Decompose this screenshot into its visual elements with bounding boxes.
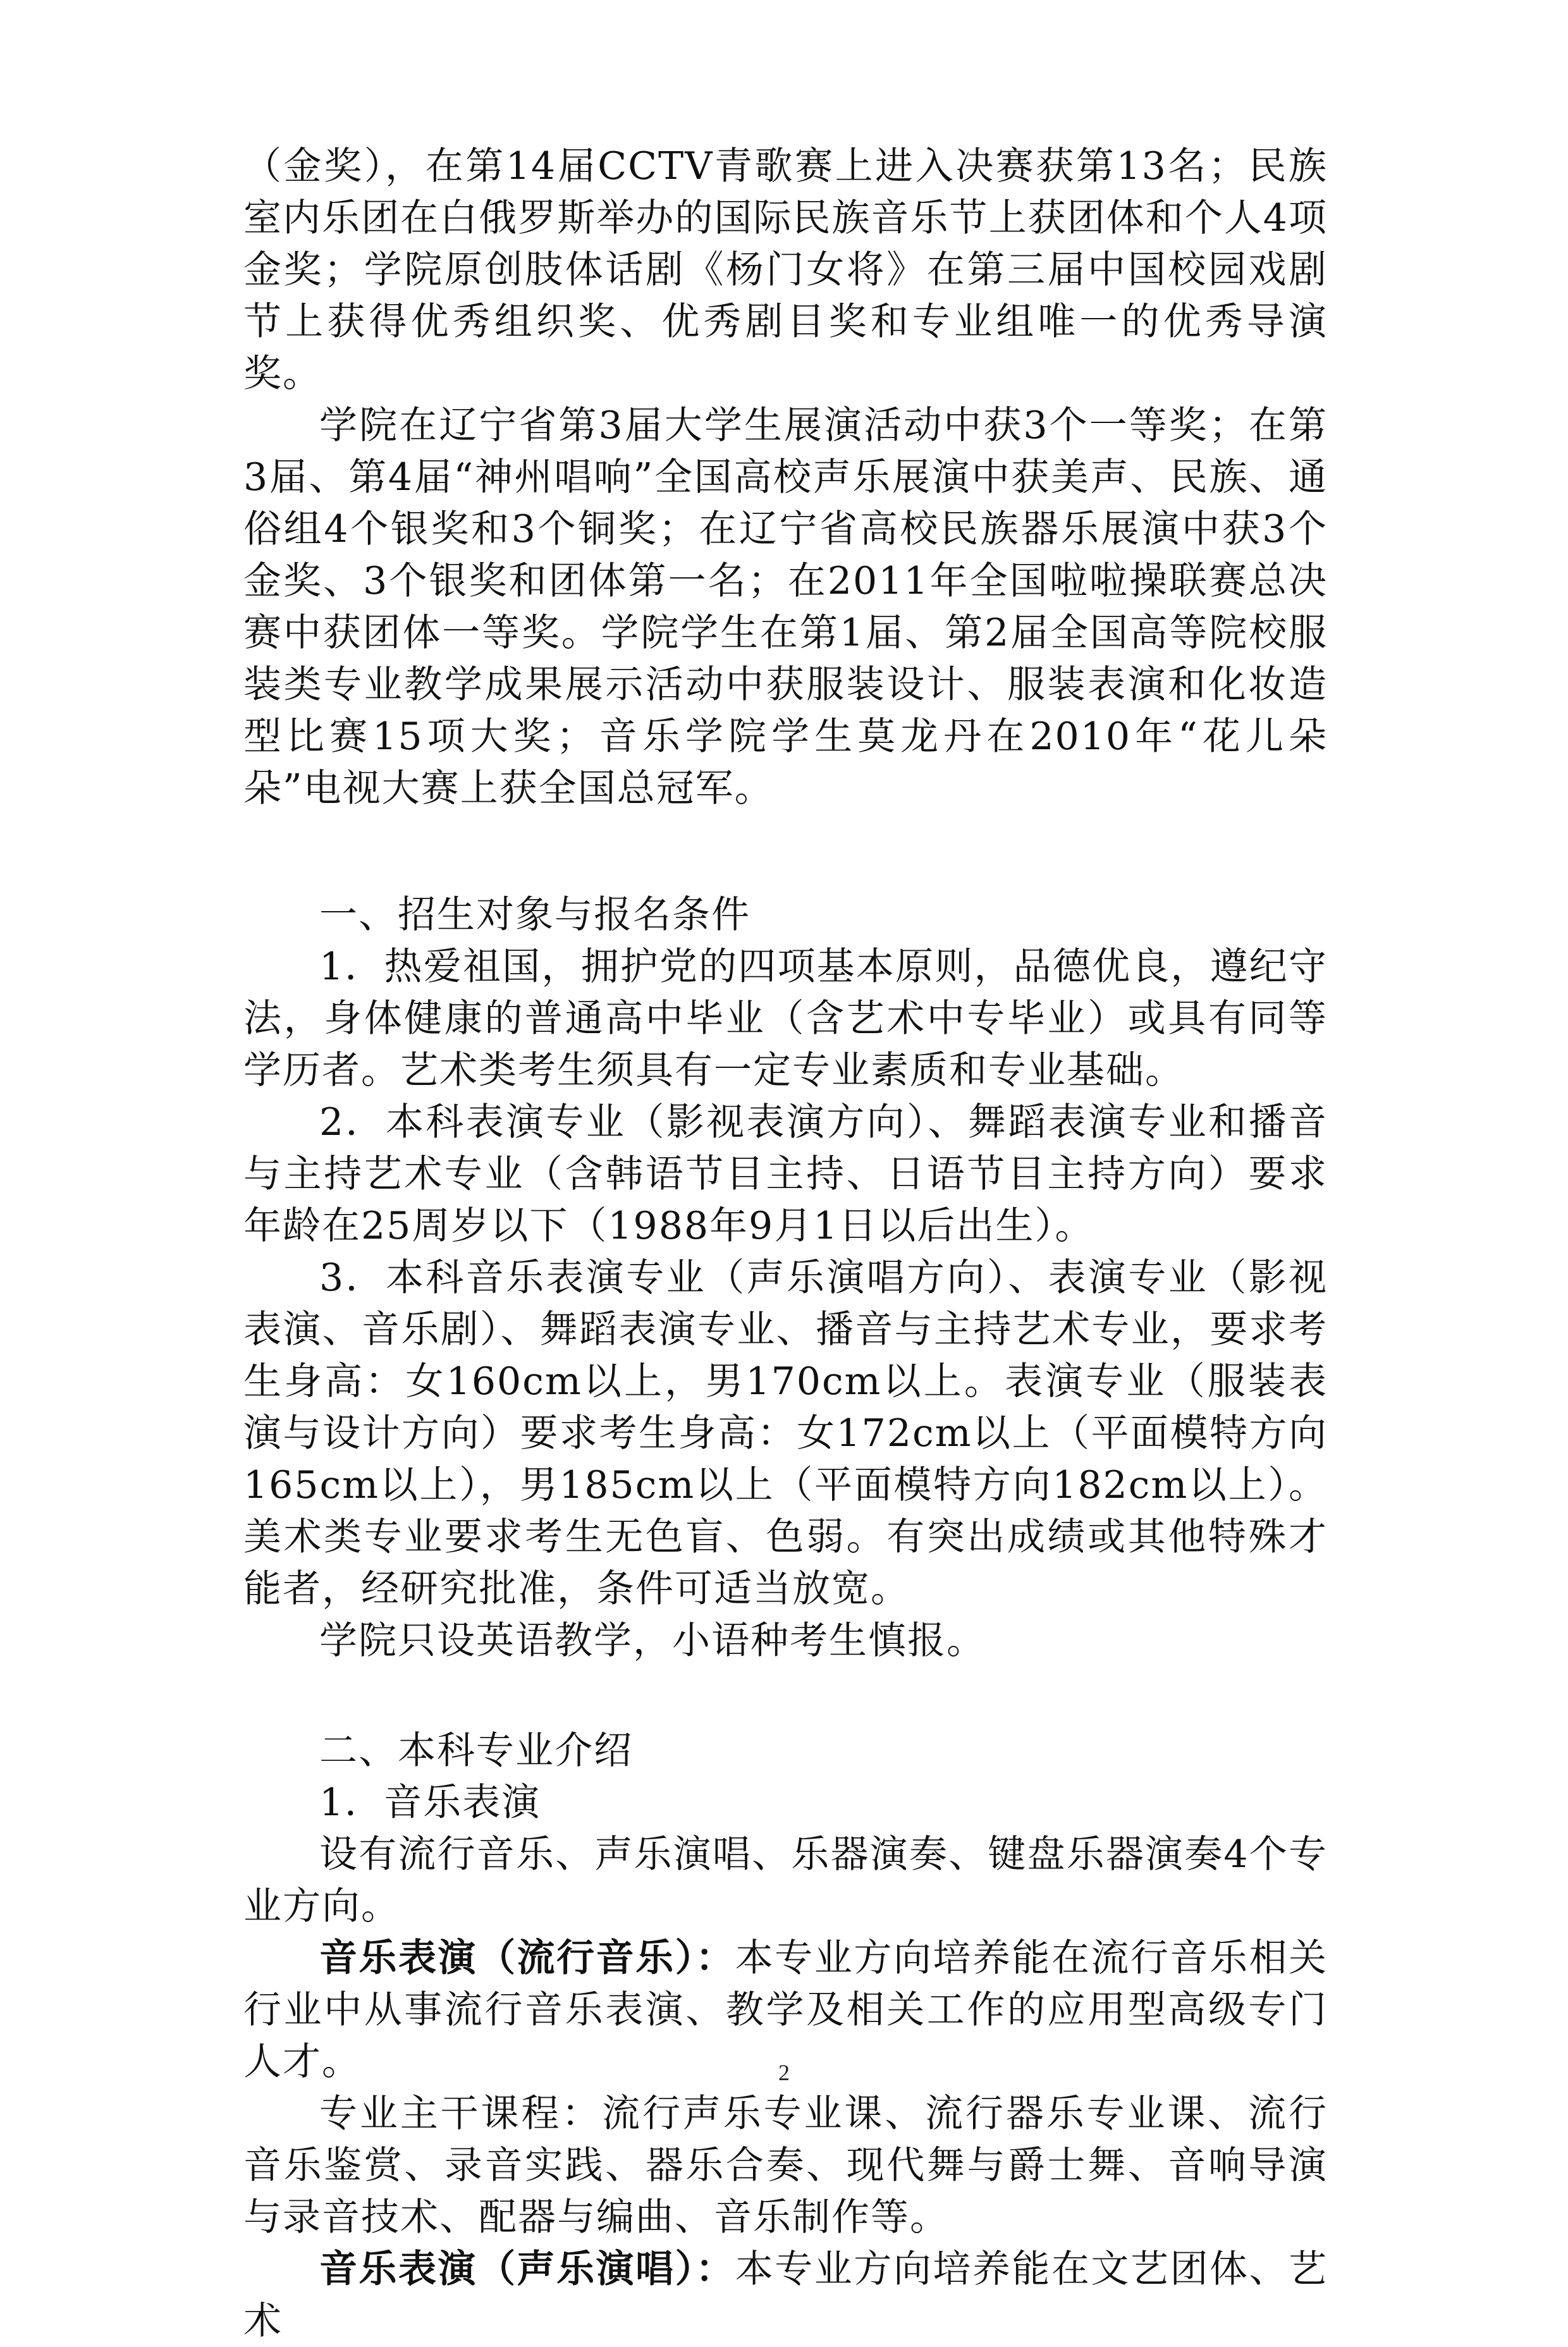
document-body	[243, 140, 1328, 2347]
paragraph-vocal	[243, 2243, 1328, 2347]
page-number: 2	[778, 2060, 790, 2085]
paragraph-music-directions: 设有流行音乐、声乐演唱、乐器演奏、键盘乐器演奏4个专业方向。	[243, 1832, 1328, 1928]
section-heading-majors: 二、本科专业介绍	[319, 1729, 633, 1773]
paragraph-awards: 学院在辽宁省第3届大学生展演活动中获3个一等奖；在第3届、第4届“神州唱响”全国高校声乐展演中获美声、民族、通俗组4个银奖和3个铜奖；在辽宁省高校民族器乐展演中获3个金奖、3个银奖和团体第一名；在2011年全国啦啦操联赛总决赛中获团体一等奖。学院学生在第1届、第2届全国高等院校服装类专业教学成果展示活动中获服装设计、服装表演和化妆造型比赛15项大奖；音乐学院学生莫龙丹在2010年“花儿朵朵”电视大赛上获全国总冠军。	[243, 403, 1328, 811]
vocal-body: 本专业方向培养能在文艺团体、艺术	[243, 2247, 1328, 2343]
paragraph-condition-2: 2．本科表演专业（影视表演方向）、舞蹈表演专业和播音与主持艺术专业（含韩语节目主持、日语节目主持方向）要求年龄在25周岁以下（1988年9月1日以后出生）。	[243, 1100, 1328, 1248]
pop-music-body: 本专业方向培养能在流行音乐相关行业中从事流行音乐表演、教学及相关工作的应用型高级专门人才。	[243, 1936, 1328, 2084]
subheading-music-performance: 1．音乐表演	[319, 1780, 541, 1825]
paragraph-pop-courses: 专业主干课程：流行声乐专业课、流行器乐专业课、流行音乐鉴赏、录音实践、器乐合奏、现代舞与爵士舞、音响导演与录音技术、配器与编曲、音乐制作等。	[243, 2092, 1328, 2240]
pop-music-lead: 音乐表演（流行音乐）：	[319, 1936, 735, 1980]
paragraph-intro-continued: （金奖），在第14届CCTV青歌赛上进入决赛获第13名；民族室内乐团在白俄罗斯举办的国际民族音乐节上获团体和个人4项金奖；学院原创肢体话剧《杨门女将》在第三届中国校园戏剧节上获得优秀组织奖、优秀剧目奖和专业组唯一的优秀导演奖。	[243, 144, 1328, 396]
paragraph-condition-3: 3．本科音乐表演专业（声乐演唱方向）、表演专业（影视表演、音乐剧）、舞蹈表演专业、播音与主持艺术专业，要求考生身高：女160cm以上，男170cm以上。表演专业（服装表演与设计方向）要求考生身高：女172cm以上（平面模特方向165cm以上），男185cm以上（平面模特方向182cm以上）。美术类专业要求考生无色盲、色弱。有突出成绩或其他特殊才能者，经研究批准，条件可适当放宽。	[243, 1256, 1328, 1611]
paragraph-language: 学院只设英语教学，小语种考生慎报。	[319, 1619, 986, 1663]
paragraph-condition-1: 1．热爱祖国，拥护党的四项基本原则，品德优良，遵纪守法，身体健康的普通高中毕业（含艺术中专毕业）或具有同等学历者。艺术类考生须具有一定专业素质和专业基础。	[243, 945, 1328, 1093]
section-heading-admission: 一、招生对象与报名条件	[319, 893, 750, 937]
vocal-lead: 音乐表演（声乐演唱）：	[319, 2247, 735, 2291]
